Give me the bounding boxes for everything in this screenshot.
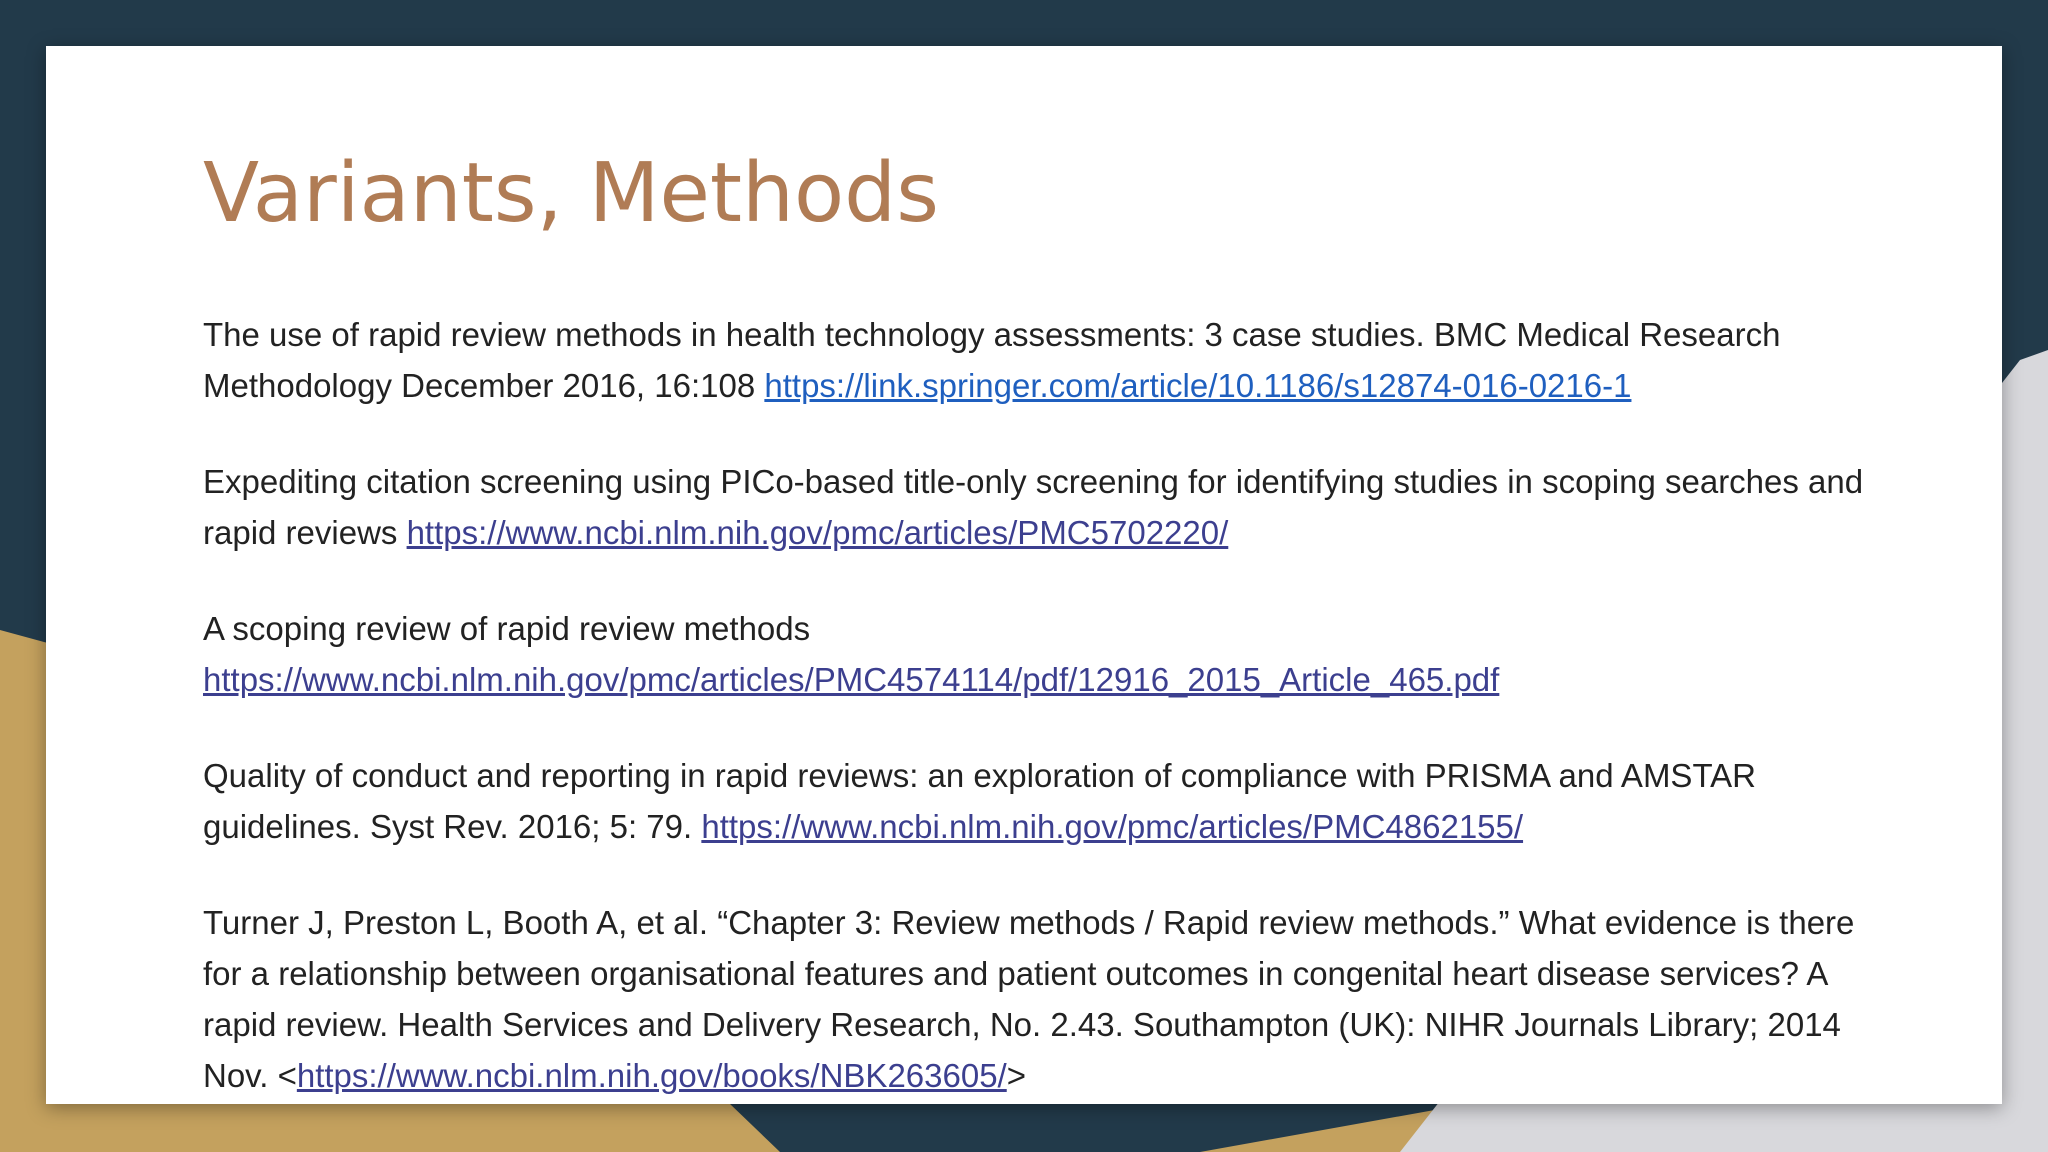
reference-item	[203, 603, 1883, 705]
reference-link[interactable]: https://link.springer.com/article/10.1186/s12874-016-0216-1	[764, 367, 1632, 404]
reference-link[interactable]: https://www.ncbi.nlm.nih.gov/pmc/articles/PMC5702220/	[406, 514, 1229, 551]
page-title: Variants, Methods	[203, 146, 939, 241]
reference-item	[203, 309, 1883, 411]
reference-item	[203, 897, 1883, 1101]
reference-item	[203, 750, 1883, 852]
reference-text: A scoping review of rapid review methods	[203, 610, 811, 647]
reference-link[interactable]: https://www.ncbi.nlm.nih.gov/pmc/articles/PMC4862155/	[701, 808, 1524, 845]
slide	[46, 46, 2002, 1104]
reference-link[interactable]: https://www.ncbi.nlm.nih.gov/books/NBK263605/	[296, 1057, 1007, 1094]
reference-link[interactable]: https://www.ncbi.nlm.nih.gov/pmc/articles/PMC4574114/pdf/12916_2015_Article_465.pdf	[203, 661, 1500, 698]
reference-text: Turner J, Preston L, Booth A, et al. “Chapter 3: Review methods / Rapid review methods.” What evidence is there for a relationship between organisational features and patient outcomes in congenital heart disease services? A rapid review. Health Services and Delivery Research, No. 2.43. Southampton (UK): NIHR Journals Library; 2014 Nov. <	[203, 904, 1855, 1094]
reference-item	[203, 456, 1883, 558]
reference-text: The use of rapid review methods in health technology assessments: 3 case studies. BMC Medical Research Methodology December 2016, 16:108	[203, 316, 1781, 404]
reference-suffix: >	[1006, 1057, 1027, 1094]
reference-list	[203, 309, 1883, 1104]
reference-text: Expediting citation screening using PICo-based title-only screening for identifying studies in scoping searches and rapid reviews	[203, 463, 1864, 551]
reference-text: Quality of conduct and reporting in rapid reviews: an exploration of compliance with PRISMA and AMSTAR guidelines. Syst Rev. 2016; 5: 79.	[203, 757, 1756, 845]
